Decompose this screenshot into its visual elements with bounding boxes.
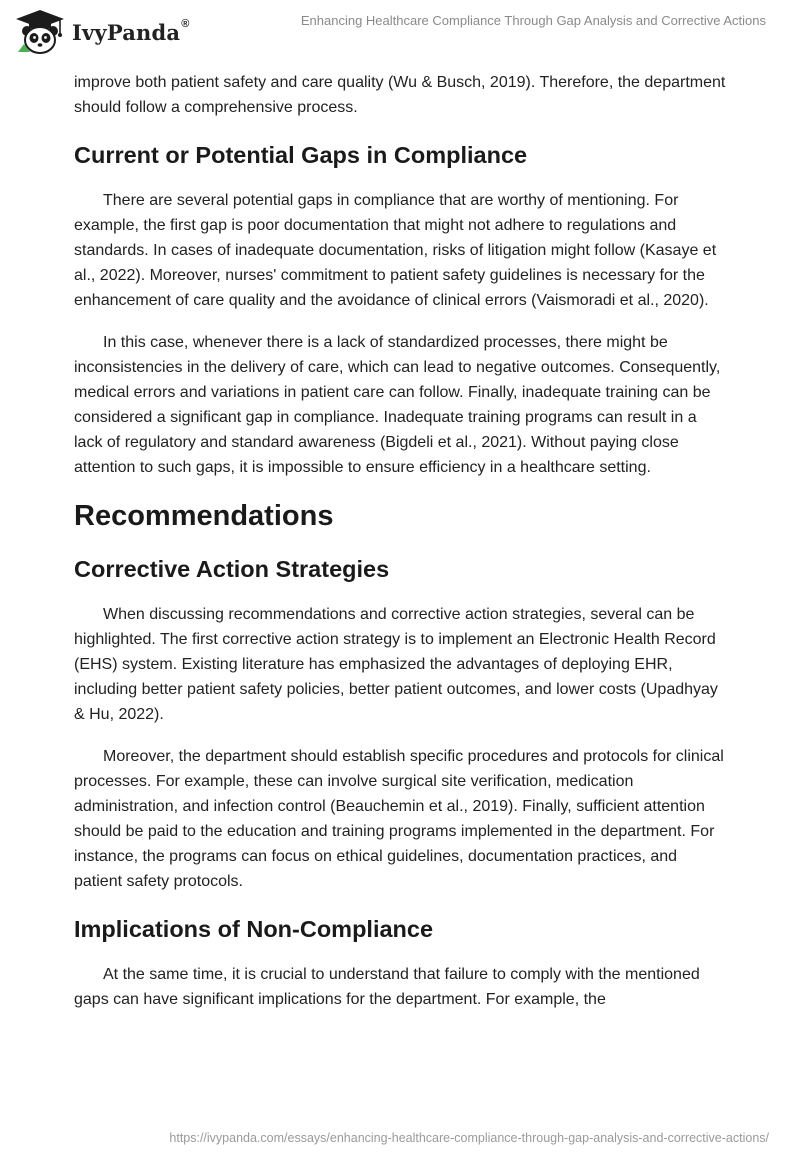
- section-heading-gaps: Current or Potential Gaps in Compliance: [74, 142, 528, 168]
- panda-graduate-icon: [14, 8, 66, 56]
- corrective-paragraph-1: When discussing recommendations and corrective action strategies, several can be highlighted. The first corrective action strategy is to implement an Electronic Health Record (EHS) system. Existing literature has emphasized the advantages of deploying EHR, including better patient safety policies, better patient outcomes, and lower costs (Upadhyay & Hu, 2022).: [74, 606, 718, 723]
- section-heading-corrective-actions: Corrective Action Strategies: [74, 556, 390, 582]
- brand-name: [72, 17, 190, 45]
- gaps-paragraph-2: In this case, whenever there is a lack of standardized processes, there might be inconsistencies in the delivery of care, which can lead to negative outcomes. Consequently, medical errors and variations in patient care can follow. Finally, inadequate training can be considered a significant gap in compliance. Inadequate training programs can result in a lack of regulatory and standard awareness (Bigdeli et al., 2021). Without paying close attention to such gaps, it is impossible to ensure efficiency in a healthcare setting.: [74, 334, 721, 476]
- section-heading-non-compliance: Implications of Non-Compliance: [74, 916, 434, 942]
- brand-logo[interactable]: [14, 8, 190, 56]
- source-url[interactable]: https://ivypanda.com/essays/enhancing-healthcare-compliance-through-gap-analysis-and-corrective-actions/: [169, 1131, 769, 1145]
- gaps-paragraph-1: There are several potential gaps in compliance that are worthy of mentioning. For example, the first gap is poor documentation that might not adhere to regulations and standards. In cases of inadequate documentation, risks of litigation might follow (Kasaye et al., 2022). Moreover, nurses' commitment to patient safety guidelines is necessary for the enhancement of care quality and the avoidance of clinical errors (Vaismoradi et al., 2020).: [74, 192, 717, 309]
- non-compliance-paragraph-1: At the same time, it is crucial to understand that failure to comply with the mentioned gaps can have significant implications for the department. For example, the: [74, 966, 700, 1008]
- section-heading-recommendations: Recommendations: [74, 500, 334, 532]
- registered-mark: ®: [181, 17, 190, 30]
- essay-content: [74, 70, 726, 1012]
- intro-paragraph: improve both patient safety and care quality (Wu & Busch, 2019). Therefore, the department should follow a comprehensive process.: [74, 74, 726, 116]
- brand-name-text: IvyPanda: [72, 19, 181, 45]
- corrective-paragraph-2: Moreover, the department should establish specific procedures and protocols for clinical processes. For example, these can involve surgical site verification, medication administration, and infection control (Beauchemin et al., 2019). Finally, sufficient attention should be paid to the education and training programs implemented in the department. For instance, the programs can focus on ethical guidelines, documentation practices, and patient safety protocols.: [74, 748, 724, 890]
- document-title: Enhancing Healthcare Compliance Through Gap Analysis and Corrective Actions: [300, 13, 766, 28]
